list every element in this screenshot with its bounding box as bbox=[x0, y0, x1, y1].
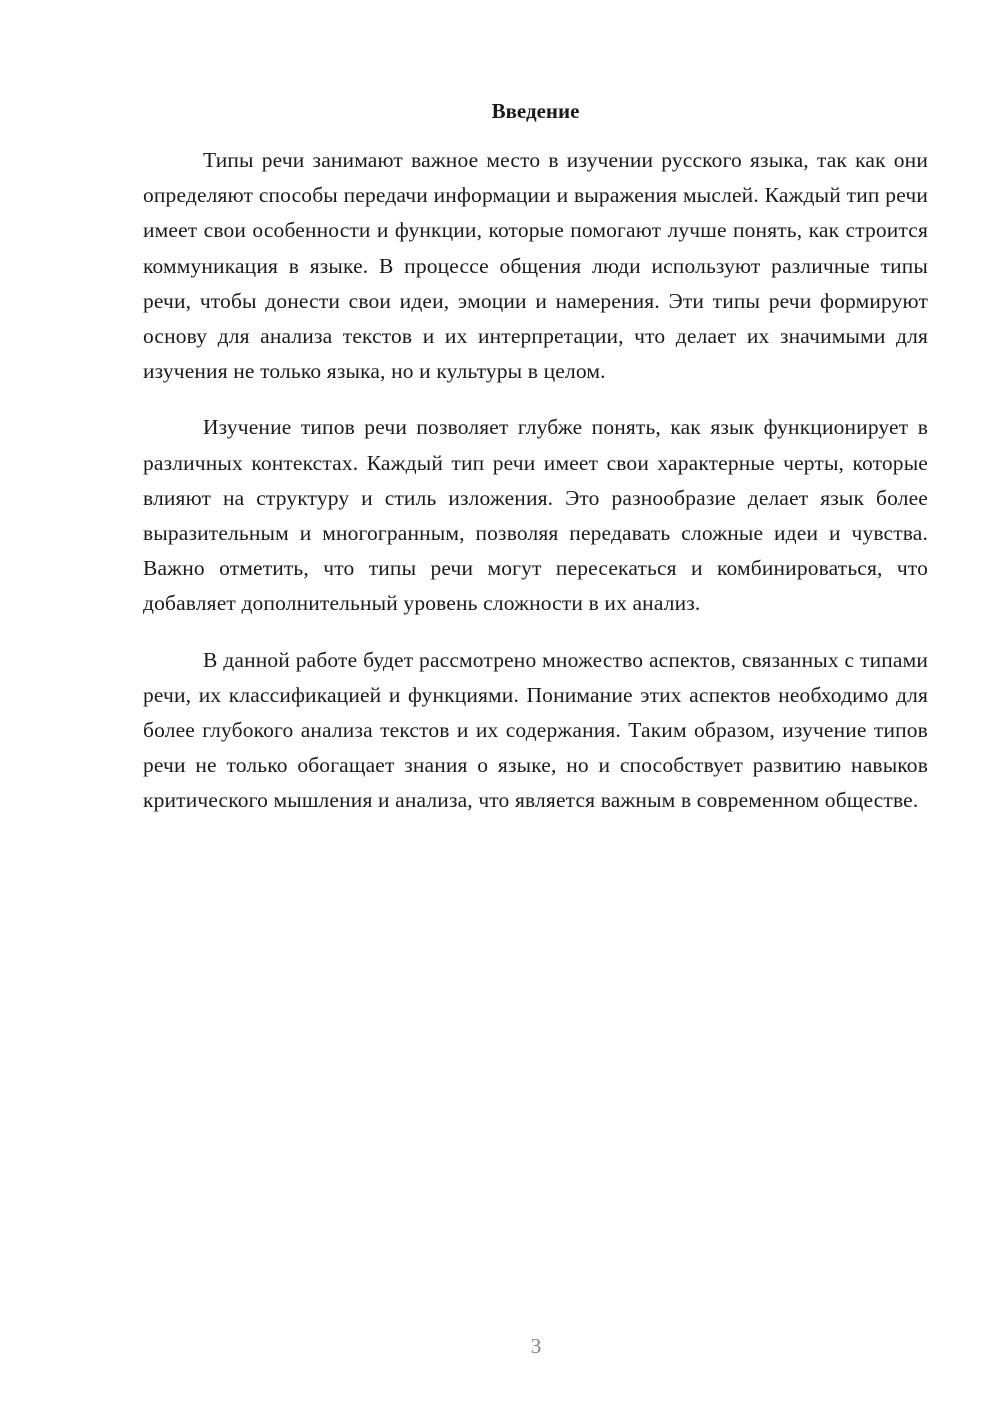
paragraph-3: В данной работе будет рассмотрено множество аспектов, связанных с типами речи, их классификацией и функциями. Понимание этих аспектов необходимо для более глубокого анализа текстов и их содержания. Таким образом, изучение типов речи не только обогащает знания о языке, но и способствует развитию навыков критического мышления и анализа, что является важным в современном обществе. bbox=[143, 647, 928, 813]
page-number: 3 bbox=[530, 1334, 542, 1358]
paragraph-2: Изучение типов речи позволяет глубже понять, как язык функционирует в различных контекстах. Каждый тип речи имеет свои характерные черты, которые влияют на структуру и стиль изложения. Это разнообразие делает язык более выразительным и многогранным, позволяя передавать сложные идеи и чувства. Важно отметить, что типы речи могут пересекаться и комбинироваться, что добавляет дополнительный уровень сложности в их анализ. bbox=[143, 415, 928, 616]
section-heading: Введение bbox=[491, 99, 580, 123]
body-text bbox=[143, 143, 928, 840]
paragraph-1: Типы речи занимают важное место в изучении русского языка, так как они определяют способы передачи информации и выражения мыслей. Каждый тип речи имеет свои особенности и функции, которые помогают лучше понять, как строится коммуникация в языке. В процессе общения люди используют различные типы речи, чтобы донести свои идеи, эмоции и намерения. Эти типы речи формируют основу для анализа текстов и их интерпретации, что делает их значимыми для изучения не только языка, но и культуры в целом. bbox=[143, 148, 928, 384]
